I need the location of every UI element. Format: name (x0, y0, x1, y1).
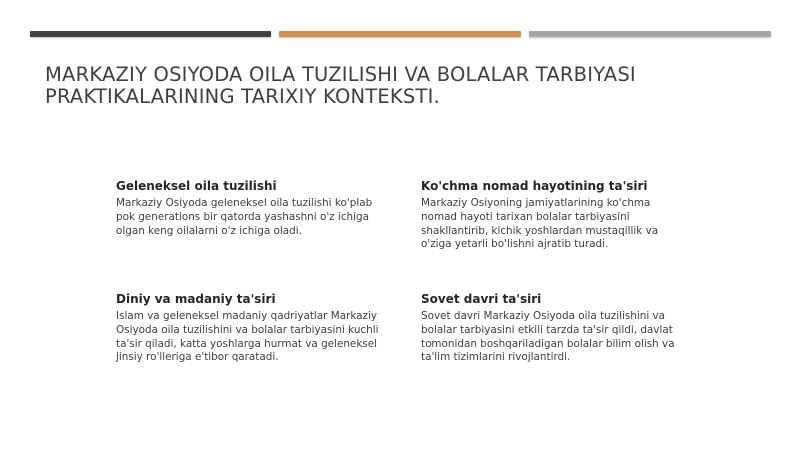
section-heading: Diniy va madaniy ta'siri (116, 292, 276, 306)
section-soviet-era (421, 292, 686, 365)
section-body: Markaziy Osiyoning jamiyatlarining ko'chma nomad hayoti tarixan bolalar tarbiyasini shakllantirib, kichik yoshlardan mustaqillik va o'ziga yetarli bo'lishni ajratib turadi. (421, 197, 659, 251)
slide-title-line-2: PRAKTIKALARINING TARIXIY KONTEKSTI. (45, 85, 440, 108)
section-religious-cultural (116, 292, 381, 365)
section-body: Islam va geleneksel madaniy qadriyatlar Markaziy Osiyoda oila tuzilishini va bolalar tarbiyasini kuchli ta'sir qiladi, katta yoshlarga hurmat va geleneksel jinsiy ro'lleriga e'tibor qaratadi. (116, 310, 379, 364)
slide-title-line-1: MARKAZIY OSIYODA OILA TUZILISHI VA BOLALAR TARBIYASI (45, 63, 636, 86)
section-heading: Sovet davri ta'siri (421, 292, 542, 306)
section-traditional-family (116, 179, 381, 238)
accent-bar-dark (30, 31, 271, 37)
section-heading: Geleneksel oila tuzilishi (116, 179, 277, 193)
slide-title (45, 64, 765, 108)
section-body: Markaziy Osiyoda geleneksel oila tuzilishi ko'plab pok generations bir qatorda yashashni o'z ichiga olgan keng oilalarni o'z ichiga oladi. (116, 197, 373, 237)
accent-bar-orange (279, 31, 521, 37)
accent-bar-gray (529, 31, 771, 37)
section-heading: Ko'chma nomad hayotining ta'siri (421, 179, 648, 193)
section-nomadic-life (421, 179, 686, 252)
section-body: Sovet davri Markaziy Osiyoda oila tuzilishini va bolalar tarbiyasini etkili tarzda ta'sir qildi, davlat tomonidan boshqariladigan bolalar bilim olish va ta'lim tizimlarini rivojlantirdi. (421, 310, 675, 364)
